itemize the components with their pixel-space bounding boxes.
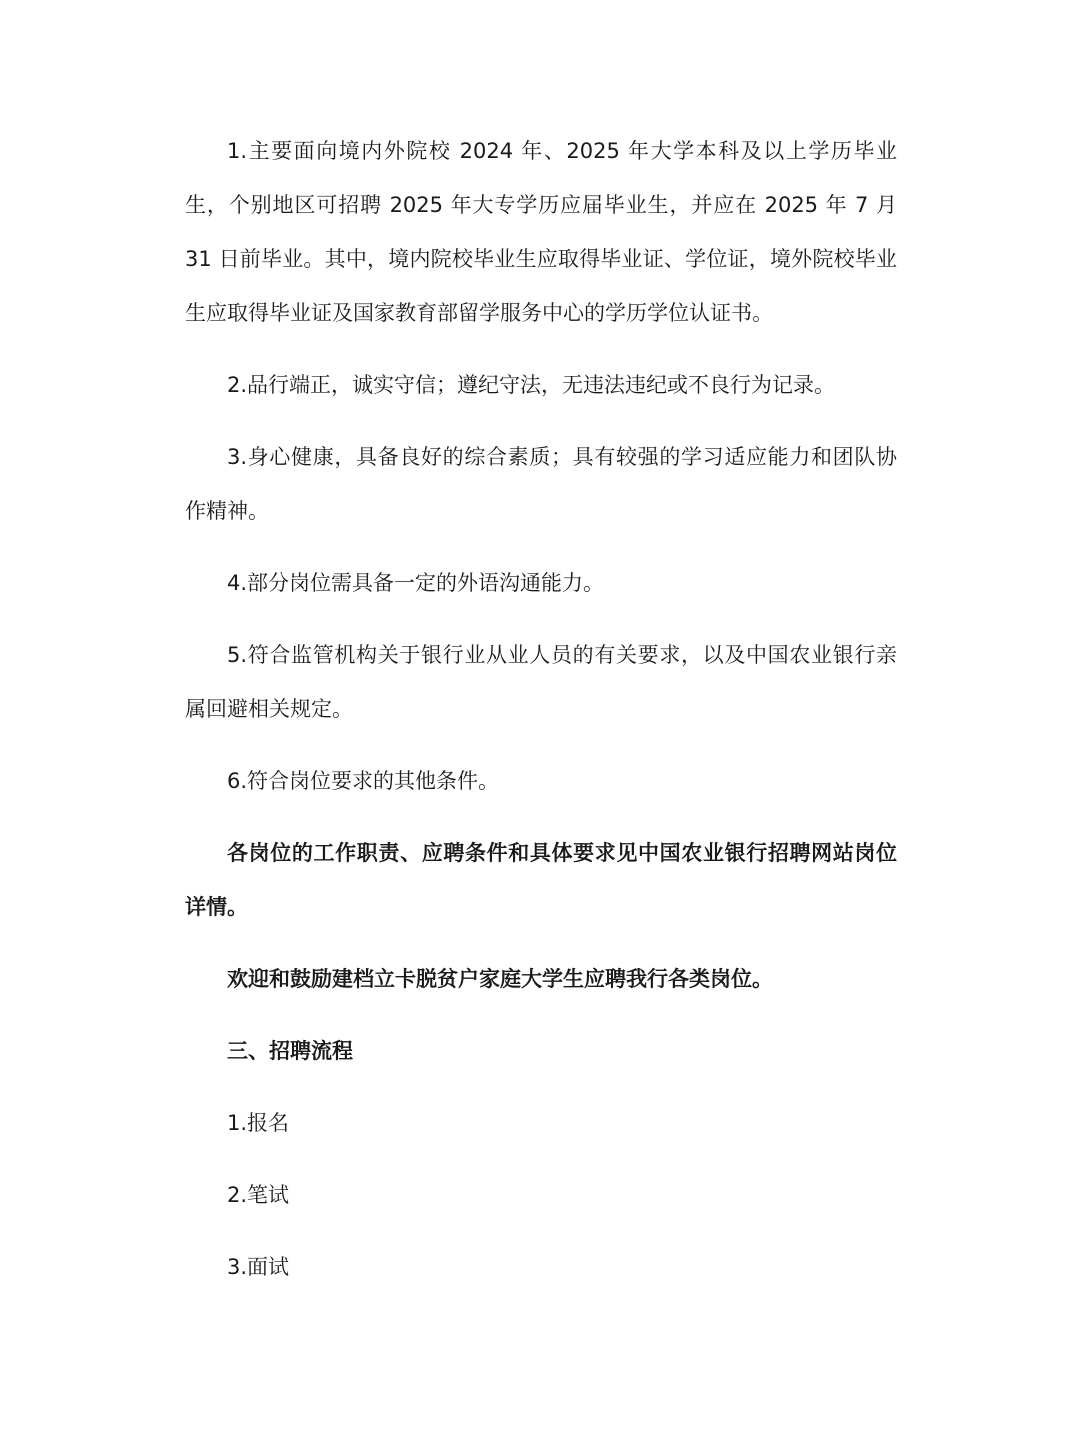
step-1: 1.报名 (227, 1111, 290, 1135)
step-2: 2.笔试 (227, 1183, 290, 1207)
step-3: 3.面试 (227, 1255, 290, 1279)
requirement-2: 2.品行端正，诚实守信；遵纪守法，无违法违纪或不良行为记录。 (227, 373, 836, 397)
note-position-details: 各岗位的工作职责、应聘条件和具体要求见中国农业银行招聘网站岗位详情。 (185, 841, 897, 919)
section-heading: 三、招聘流程 (227, 1039, 353, 1063)
document-body (185, 124, 897, 1294)
note-welcome: 欢迎和鼓励建档立卡脱贫户家庭大学生应聘我行各类岗位。 (227, 967, 773, 991)
requirement-4: 4.部分岗位需具备一定的外语沟通能力。 (227, 571, 605, 595)
requirement-1: 1.主要面向境内外院校 2024 年、2025 年大学本科及以上学历毕业生，个别地区可招聘 2025 年大专学历应届毕业生，并应在 2025 年 7 月 31 日前毕业。其中，境内院校毕业生应取得毕业证、学位证，境外院校毕业生应取得毕业证及国家教育部留学服务中心的学历学位认证书。 (185, 139, 897, 325)
requirement-5: 5.符合监管机构关于银行业从业人员的有关要求，以及中国农业银行亲属回避相关规定。 (185, 643, 897, 721)
requirement-3: 3.身心健康，具备良好的综合素质；具有较强的学习适应能力和团队协作精神。 (185, 445, 897, 523)
requirement-6: 6.符合岗位要求的其他条件。 (227, 769, 500, 793)
